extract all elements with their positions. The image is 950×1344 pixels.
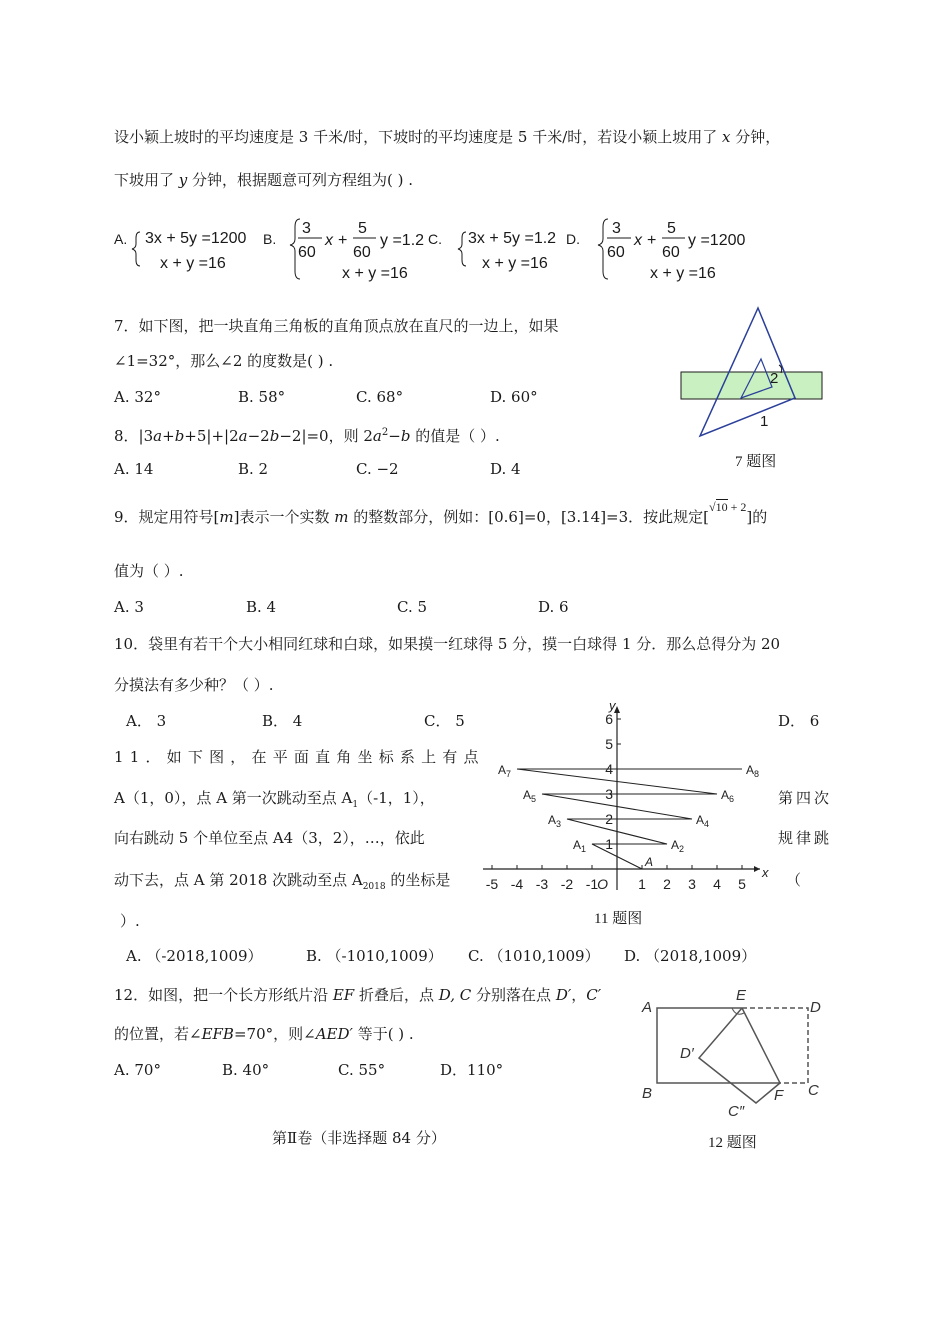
q11-opt-c: C. （1010,1009） xyxy=(468,947,600,965)
point-label: $A_4$ xyxy=(696,813,710,829)
x-tick-label: 5 xyxy=(738,876,746,892)
q10-opt-a: A． 3 xyxy=(126,712,167,730)
label-d-prime: D′ xyxy=(680,1045,694,1062)
q8-opt-a: A. 14 xyxy=(114,460,154,478)
angle-1-label: 1 xyxy=(760,413,769,430)
q12-figure xyxy=(630,985,830,1120)
label-f: F xyxy=(774,1087,784,1104)
q12-opt-c: C. 55° xyxy=(338,1061,386,1079)
q10-opt-d: D． 6 xyxy=(778,712,820,730)
q6-opt-d-f1-den: 60 xyxy=(607,244,625,261)
q9-opt-c: C. 5 xyxy=(397,598,428,616)
q9-opt-b: B. 4 xyxy=(246,598,277,616)
point-label: $A_7$ xyxy=(497,763,511,779)
q6-opt-b-f2-num: 5 xyxy=(358,220,367,237)
y-tick-label: 3 xyxy=(605,786,613,802)
x-tick-label: 1 xyxy=(638,876,646,892)
q11-caption: 11 题图 xyxy=(594,911,643,927)
q6-opt-b-f2-den: 60 xyxy=(353,244,371,261)
q11-line4: 动下去，点 A 第 2018 次跳动至点 $A_{2018}$ 的坐标是 xyxy=(114,871,451,892)
point-label: $A_3$ xyxy=(547,813,561,829)
q6-opt-a-eq1: 3x + 5y =1200 xyxy=(145,230,247,247)
label-d: D xyxy=(810,999,821,1016)
q6-opt-b-eq1-tail: y =1.2 xyxy=(380,232,425,249)
x-tick-label: 3 xyxy=(688,876,696,892)
q11-line5: ）. xyxy=(120,912,140,930)
q6-opt-b-f1-num: 3 xyxy=(302,220,311,237)
q6-options xyxy=(110,215,770,290)
x-tick-label: -2 xyxy=(560,876,574,892)
q6-opt-a-label: A. xyxy=(114,231,128,247)
x-tick-label: -1 xyxy=(585,876,599,892)
point-label: $A_8$ xyxy=(746,763,760,779)
q8-opt-d: D. 4 xyxy=(490,460,521,478)
q12-opt-a: A. 70° xyxy=(114,1061,161,1079)
q7-opt-a: A. 32° xyxy=(114,388,161,406)
q11-right3: （ xyxy=(786,871,802,889)
y-tick-label: 1 xyxy=(605,836,613,852)
q7-opt-d: D. 60° xyxy=(490,388,538,406)
q6-opt-d-eq2: x + y =16 xyxy=(650,265,716,282)
x-tick-label: -4 xyxy=(510,876,524,892)
q6-opt-d-label: D. xyxy=(566,231,580,247)
y-tick-label: 6 xyxy=(605,711,613,727)
section2-title: 第Ⅱ卷（非选择题 84 分） xyxy=(272,1129,446,1147)
q10-line2: 分摸法有多少种？（ ）. xyxy=(114,676,274,694)
q6-line2: 下坡用了 y 分钟，根据题意可列方程组为( ) . xyxy=(114,171,414,189)
q6-line1: 设小颖上坡时的平均速度是 3 千米/时，下坡时的平均速度是 5 千米/时，若设小颖上坡用了 x 分钟， xyxy=(114,128,781,146)
point-label: $A_5$ xyxy=(522,788,536,804)
y-tick-label: 4 xyxy=(605,761,613,777)
y-axis-label: y xyxy=(609,698,616,713)
q11-right2: 规律跳 xyxy=(778,829,833,847)
q6-opt-a-eq2: x + y =16 xyxy=(160,255,226,272)
folded-flap xyxy=(699,1008,780,1103)
q10-line1: 10．袋里有若干个大小相同红球和白球，如果摸一红球得 5 分，摸一白球得 1 分．那么总得分为 20 xyxy=(114,635,781,653)
label-c-prime: C″ xyxy=(728,1103,745,1120)
origin-label: O xyxy=(597,876,608,892)
q9-opt-a: A. 3 xyxy=(114,598,144,616)
q11-right1: 第四次 xyxy=(778,789,833,807)
q9-opt-d: D. 6 xyxy=(538,598,569,616)
q11-opt-d: D. （2018,1009） xyxy=(624,947,757,965)
svg-text:x: x xyxy=(325,232,333,249)
q6-opt-d-eq1-tail: y =1200 xyxy=(688,232,746,249)
q6-opt-a-brace xyxy=(132,232,140,266)
label-e: E xyxy=(736,987,747,1004)
x-axis-arrow xyxy=(754,866,760,872)
label-b: B xyxy=(642,1085,653,1102)
q10-opt-c: C． 5 xyxy=(424,712,465,730)
angle-2-label: 2 xyxy=(770,370,779,387)
q10-opt-b: B． 4 xyxy=(262,712,303,730)
q6-opt-c-eq1: 3x + 5y =1.2 xyxy=(468,230,557,247)
point-label: $A_6$ xyxy=(721,788,735,804)
q6-opt-b-f1-den: 60 xyxy=(298,244,316,261)
svg-text:+: + xyxy=(338,232,348,249)
q9-line2: 值为（ ）. xyxy=(114,562,184,580)
q7-opt-c: C. 68° xyxy=(356,388,404,406)
q11-line3: 向右跳动 5 个单位至点 A4（3，2），…，依此 xyxy=(114,829,425,847)
x-tick-label: -5 xyxy=(485,876,499,892)
q12-opt-b: B. 40° xyxy=(222,1061,270,1079)
q6-opt-b-eq2: x + y =16 xyxy=(342,265,408,282)
x-tick-label: 4 xyxy=(713,876,721,892)
q9-line1: 9．规定用符号[m]表示一个实数 m 的整数部分，例如：[0.6]=0，[3.14]=3．按此规定[$^{√10 + 2}$]的 xyxy=(114,500,768,526)
q6-opt-d-f1-num: 3 xyxy=(612,220,621,237)
x-axis-label: x xyxy=(762,865,769,880)
q12-line2: 的位置，若∠EFB=70°，则∠AED′ 等于( ) . xyxy=(114,1025,414,1043)
label-a: A xyxy=(642,999,653,1016)
q8-opt-c: C. −2 xyxy=(356,460,399,478)
q12-caption: 12 题图 xyxy=(708,1135,757,1151)
q11-opt-b: B. （-1010,1009） xyxy=(306,947,443,965)
point-label: $A_1$ xyxy=(572,838,586,854)
q6-opt-c-label: C. xyxy=(428,231,442,247)
q11-opt-a: A. （-2018,1009） xyxy=(126,947,263,965)
q12-line1: 12．如图，把一个长方形纸片沿 EF 折叠后，点 D, C 分别落在点 D′，C′ xyxy=(114,986,602,1004)
q6-opt-c-brace xyxy=(458,232,466,266)
svg-text:+: + xyxy=(647,232,657,249)
svg-text:x: x xyxy=(634,232,642,249)
q7-line2: ∠1=32°，那么∠2 的度数是( ) . xyxy=(114,352,334,370)
q7-line1: 7．如下图，把一块直角三角板的直角顶点放在直尺的一边上，如果 xyxy=(114,317,559,335)
q6-opt-d-f2-den: 60 xyxy=(662,244,680,261)
q7-figure xyxy=(675,305,830,445)
y-tick-label: 2 xyxy=(605,811,613,827)
q6-opt-b-label: B. xyxy=(263,231,277,247)
q11-line1: 11．如下图，在平面直角坐标系上有点 xyxy=(114,748,485,766)
q8-opt-b: B. 2 xyxy=(238,460,269,478)
x-tick-label: -3 xyxy=(535,876,549,892)
y-tick-label: 5 xyxy=(605,736,613,752)
q11-figure xyxy=(475,698,775,898)
point-a-label: A xyxy=(645,855,654,869)
q7-caption: 7 题图 xyxy=(735,454,777,470)
q7-opt-b: B. 58° xyxy=(238,388,286,406)
q8-text: 8．|3a+b+5|+|2a−2b−2|=0，则 $2a^2-b$ 的值是（ ）. xyxy=(114,427,500,445)
q12-opt-d: D．110° xyxy=(440,1061,504,1079)
q6-opt-d-f2-num: 5 xyxy=(667,220,676,237)
ruler xyxy=(681,372,822,399)
x-tick-label: 2 xyxy=(663,876,671,892)
point-label: $A_2$ xyxy=(671,838,685,854)
q6-opt-c-eq2: x + y =16 xyxy=(482,255,548,272)
q11-line2: A（1，0），点 A 第一次跳动至点 $A_1(-1$，1）， xyxy=(114,789,435,810)
label-c: C xyxy=(808,1082,819,1099)
